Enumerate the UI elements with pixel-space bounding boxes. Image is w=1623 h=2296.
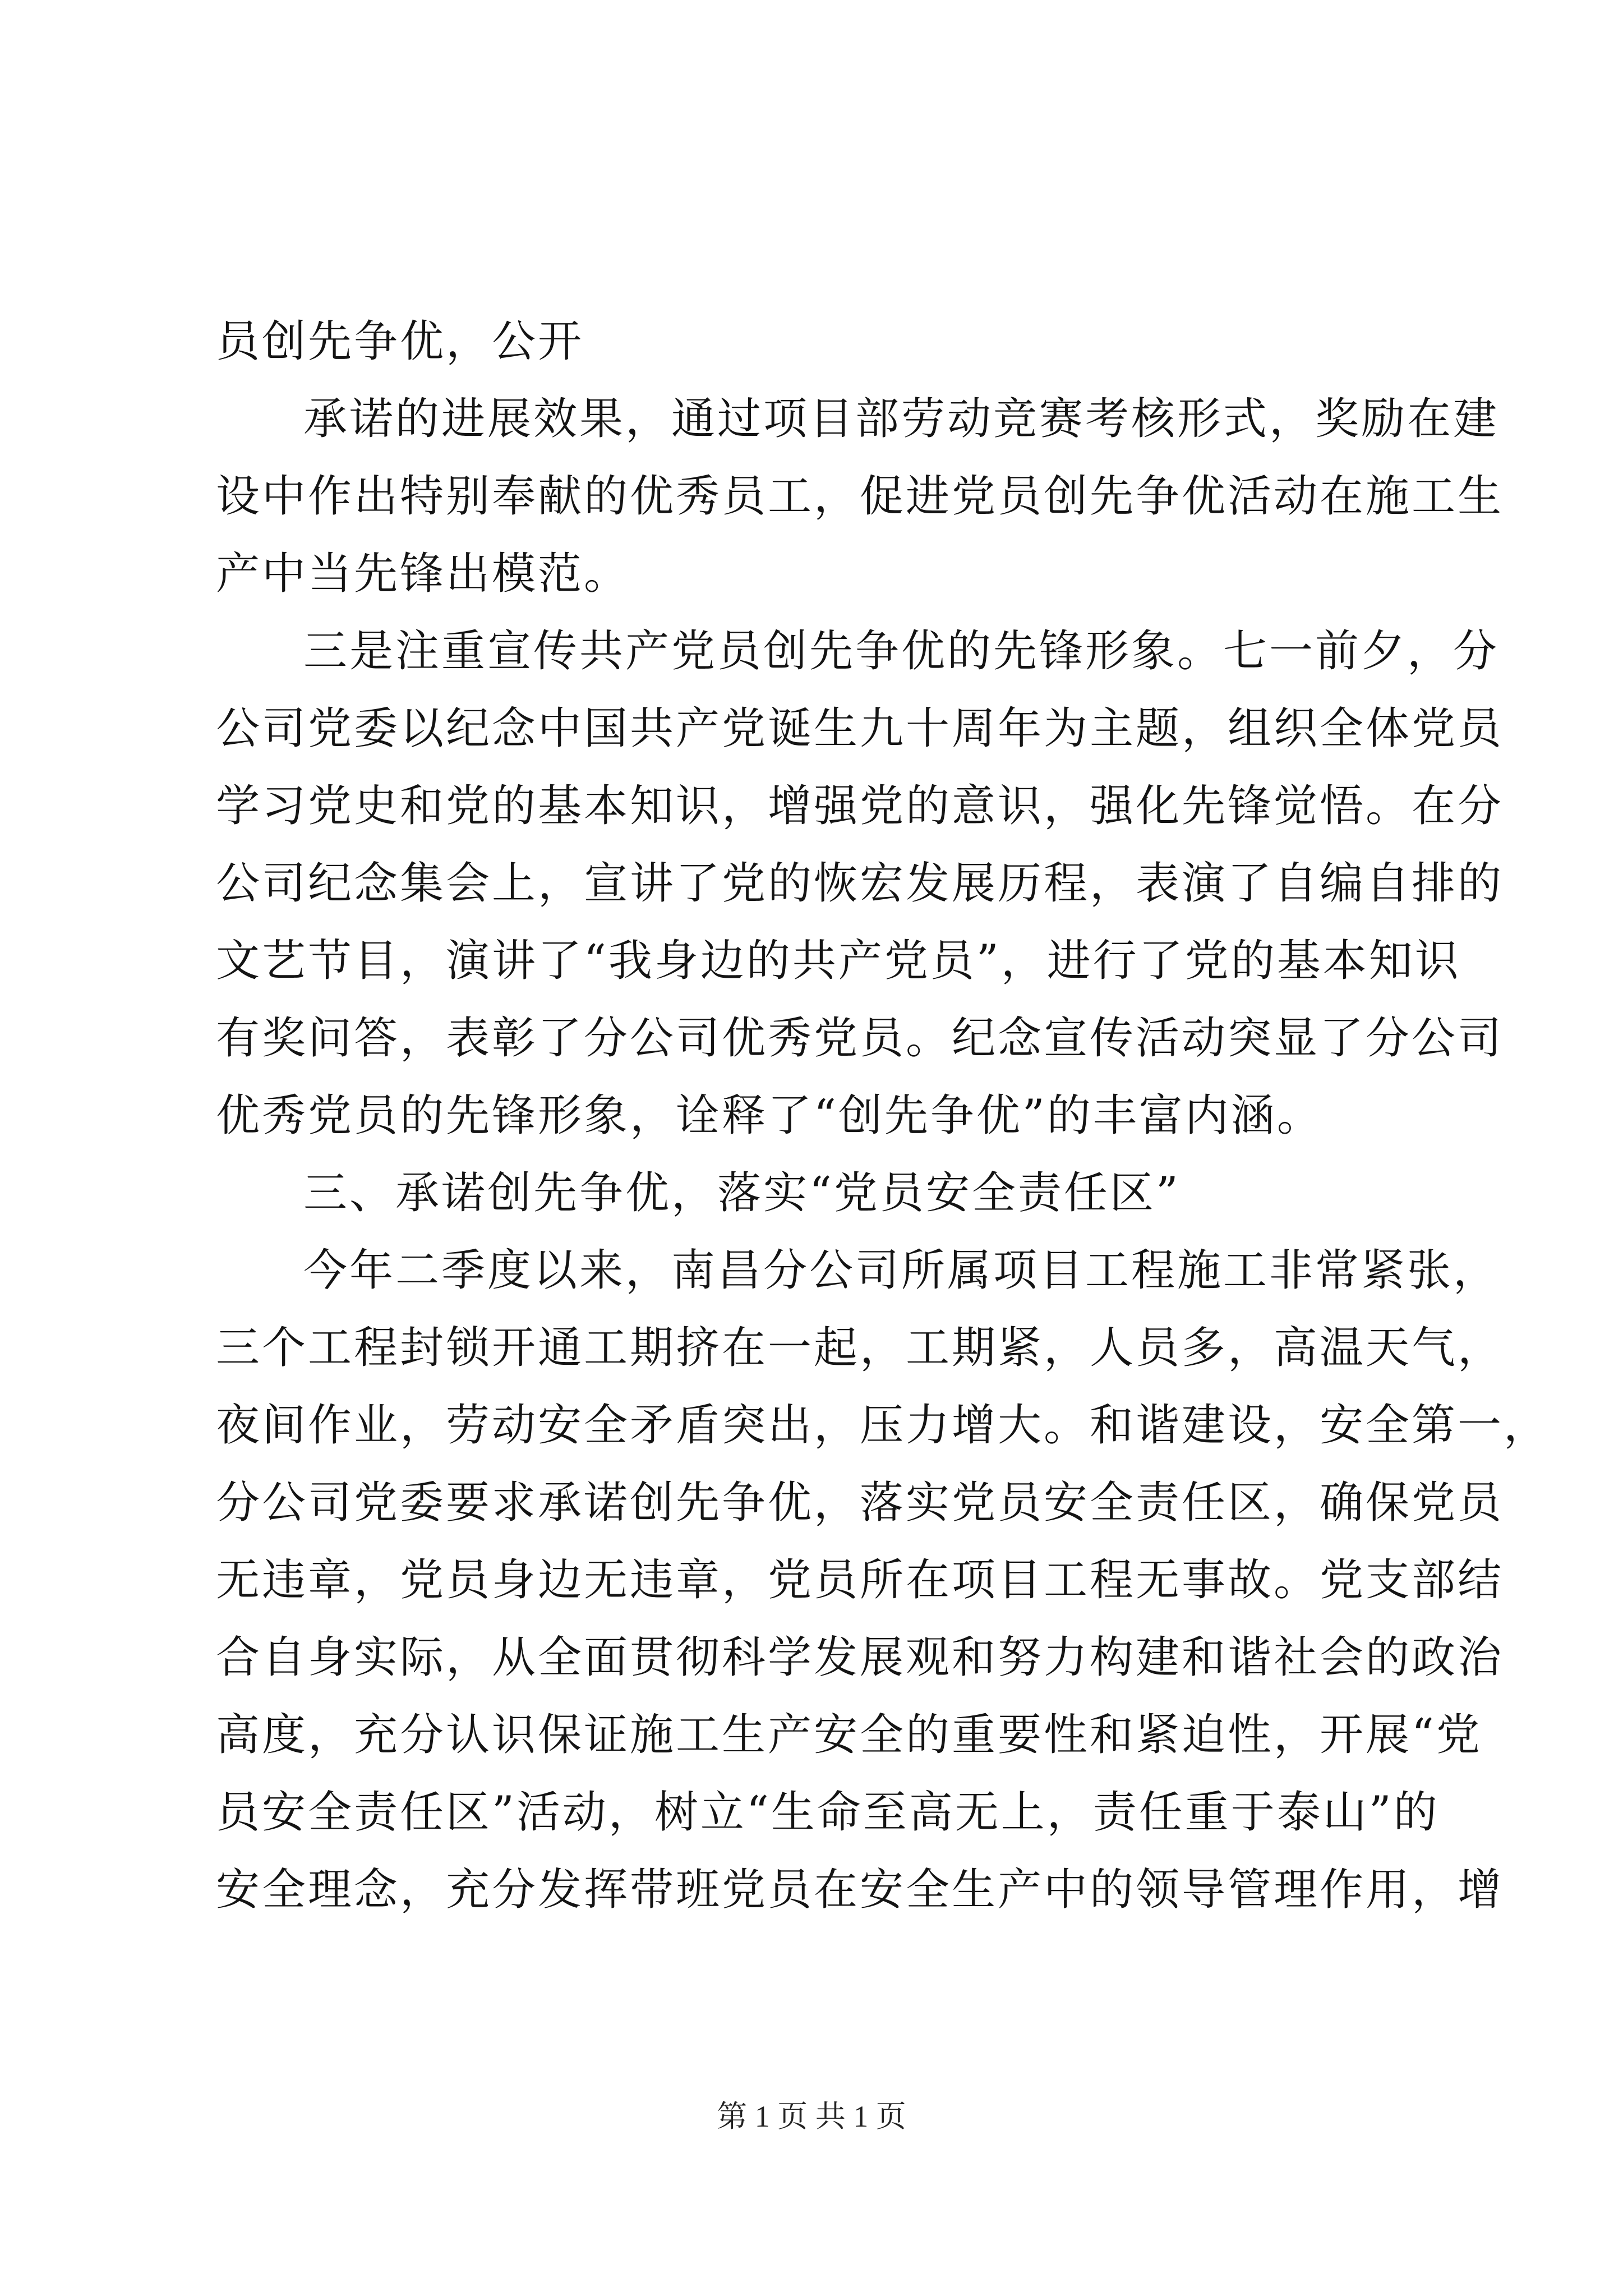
text-line: 有奖问答，表彰了分公司优秀党员。纪念宣传活动突显了分公司: [216, 1013, 1504, 1064]
text-line: 安全理念，充分发挥带班党员在安全生产中的领导管理作用，增: [216, 1865, 1504, 1915]
text-line: 分公司党委要求承诺创先争优，落实党员安全责任区，确保党员: [216, 1478, 1504, 1528]
text-line: 承诺的进展效果，通过项目部劳动竞赛考核形式，奖励在建: [303, 394, 1500, 444]
text-line: 三个工程封锁开通工期挤在一起，工期紧，人员多，高温天气，: [216, 1323, 1504, 1373]
text-line: 学习党史和党的基本知识，增强党的意识，强化先锋觉悟。在分: [216, 781, 1504, 831]
text-line: 文艺节目，演讲了“我身边的共产党员”，进行了党的基本知识: [216, 936, 1461, 986]
text-line: 高度，充分认识保证施工生产安全的重要性和紧迫性，开展“党: [216, 1710, 1482, 1760]
text-line: 今年二季度以来，南昌分公司所属项目工程施工非常紧张，: [303, 1245, 1500, 1296]
text-line: 无违章，党员身边无违章，党员所在项目工程无事故。党支部结: [216, 1555, 1504, 1605]
document-body: [216, 303, 1550, 1929]
page-number-footer: 第 1 页 共 1 页: [717, 2100, 906, 2133]
text-line: 产中当先锋出模范。: [216, 549, 630, 599]
text-line: 设中作出特别奉献的优秀员工，促进党员创先争优活动在施工生: [216, 471, 1504, 522]
text-line: 合自身实际，从全面贯彻科学发展观和努力构建和谐社会的政治: [216, 1632, 1504, 1683]
text-line: 夜间作业，劳动安全矛盾突出，压力增大。和谐建设，安全第一，: [216, 1400, 1550, 1451]
text-line: 员创先争优，公开: [216, 316, 584, 367]
text-line: 优秀党员的先锋形象，诠释了“创先争优”的丰富内涵。: [216, 1091, 1323, 1141]
text-line: 公司党委以纪念中国共产党诞生九十周年为主题，组织全体党员: [216, 703, 1504, 754]
text-line: 公司纪念集会上，宣讲了党的恢宏发展历程，表演了自编自排的: [216, 858, 1504, 909]
text-line: 员安全责任区”活动，树立“生命至高无上，责任重于泰山”的: [216, 1787, 1440, 1838]
section-heading: 三、承诺创先争优，落实“党员安全责任区”: [303, 1168, 1181, 1218]
text-line: 三是注重宣传共产党员创先争优的先锋形象。七一前夕，分: [303, 626, 1500, 677]
